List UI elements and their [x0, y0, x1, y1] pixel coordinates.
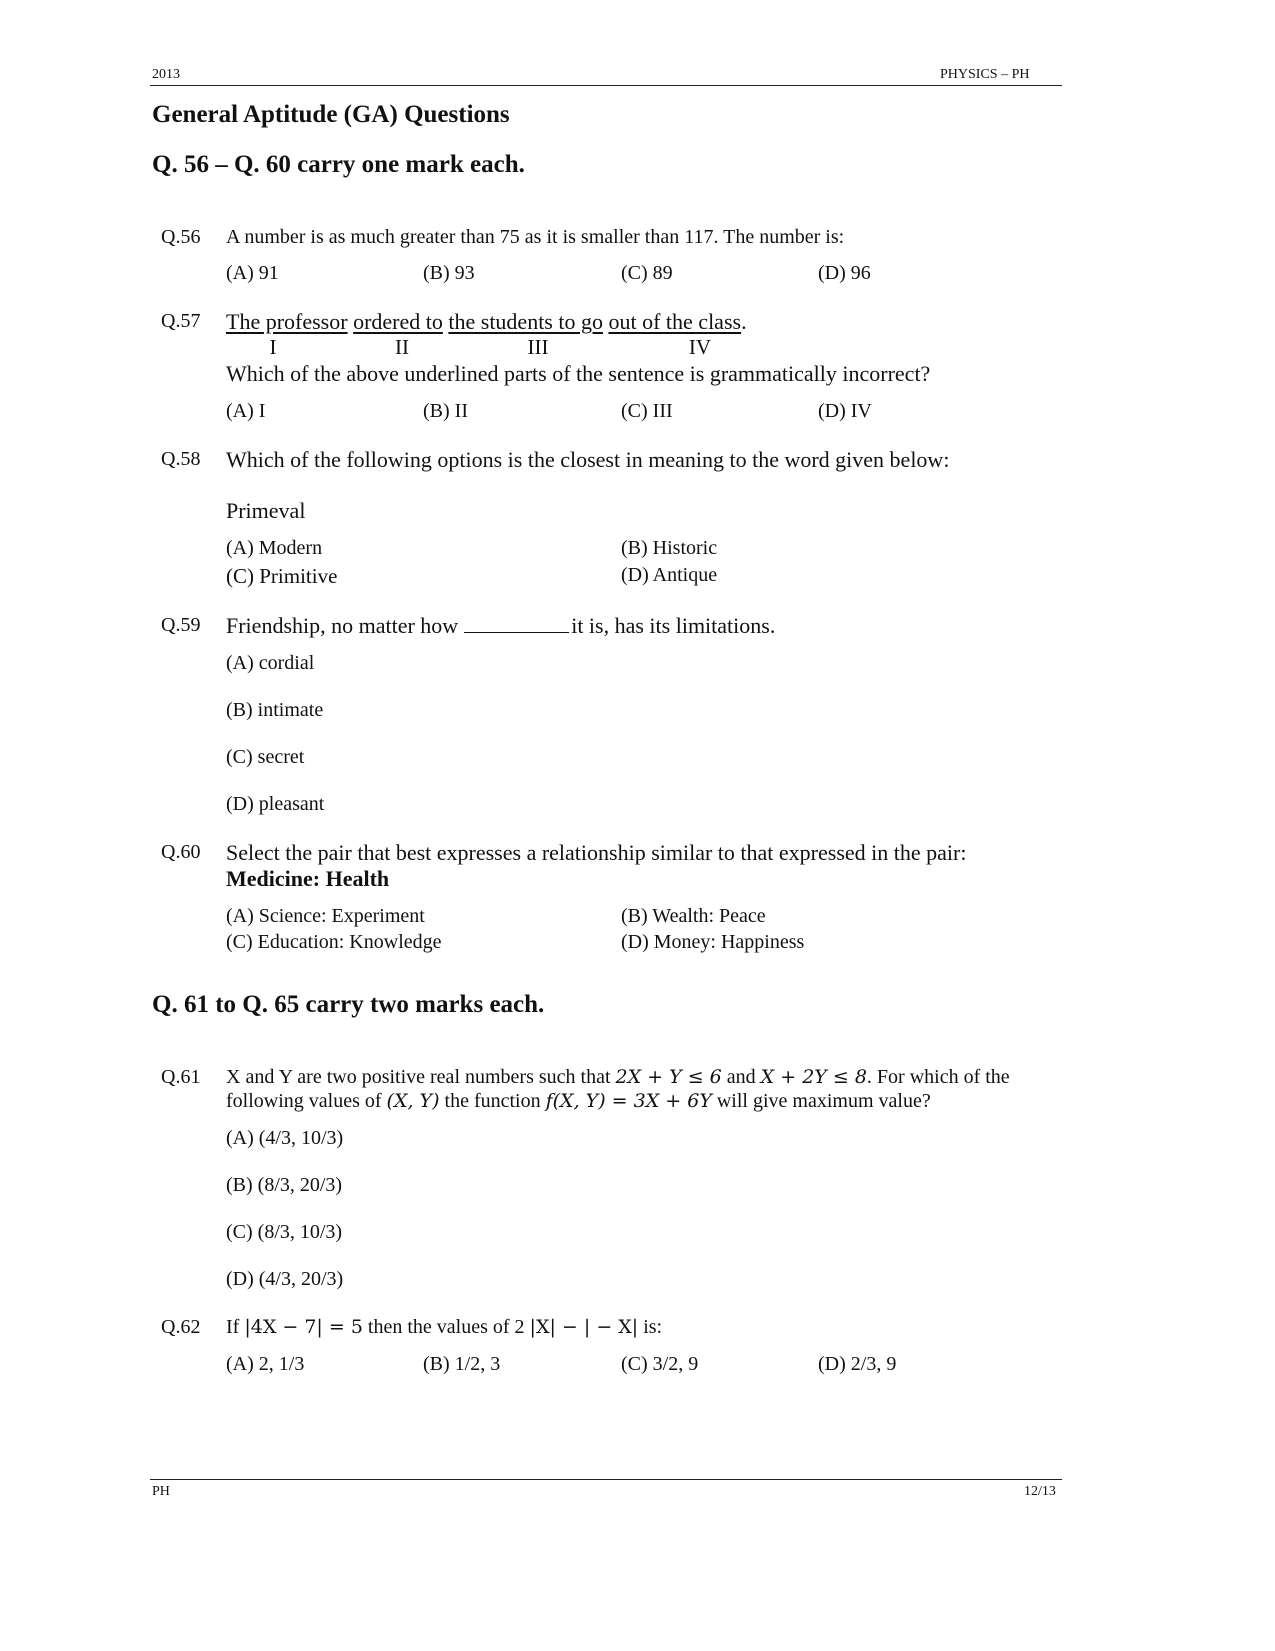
q57-roman-4: IV [688, 335, 712, 359]
q58-option-c: (C) Primitive [226, 564, 338, 588]
q62-option-c: (C) 3/2, 9 [621, 1353, 699, 1375]
q59-text-before: Friendship, no matter how [226, 613, 459, 638]
q58-option-b: (B) Historic [621, 537, 718, 559]
q56-text: A number is as much greater than 75 as it is smaller than 117. The number is: [226, 226, 845, 248]
q57-roman-1: I [269, 335, 277, 359]
q61-option-b: (B) (8/3, 20/3) [226, 1174, 343, 1196]
q61-inequality-1: 2X + Y ≤ 6 [615, 1066, 722, 1088]
q62-expression: |X| − | − X| [529, 1316, 639, 1338]
q61-line1-text-c: . For which of the [866, 1066, 1010, 1088]
q61-option-d: (D) (4/3, 20/3) [226, 1268, 344, 1290]
q61-line2 [226, 1090, 931, 1113]
footer-code: PH [152, 1484, 170, 1499]
q56-option-b: (B) 93 [423, 262, 475, 284]
q62-text-a: If [226, 1316, 240, 1338]
q57-part-2: ordered to [353, 309, 443, 334]
header-year: 2013 [152, 67, 180, 82]
q57-roman-2: II [395, 335, 409, 359]
q59-option-c: (C) secret [226, 746, 305, 768]
q59-number: Q.59 [161, 614, 201, 636]
q60-option-c: (C) Education: Knowledge [226, 931, 442, 953]
q57-part-4: out of the class [608, 309, 742, 334]
header-rule [150, 85, 1062, 86]
q56-option-d: (D) 96 [818, 262, 871, 284]
footer-rule [150, 1479, 1062, 1480]
q57-option-c: (C) III [621, 400, 673, 422]
q60-option-b: (B) Wealth: Peace [621, 905, 766, 927]
q62-equation: |4X − 7| = 5 [244, 1316, 363, 1338]
q59-text-after: it is, has its limitations. [571, 613, 776, 638]
q57-option-a: (A) I [226, 400, 266, 422]
q61-inequality-2: X + 2Y ≤ 8 [760, 1066, 867, 1088]
q61-line2-text-b: the function [444, 1090, 541, 1112]
q62-text [226, 1316, 662, 1339]
q60-text: Select the pair that best expresses a relationship similar to that expressed in the pair: [226, 840, 967, 865]
q62-option-b: (B) 1/2, 3 [423, 1353, 501, 1375]
q59-text [226, 613, 775, 639]
section-title: General Aptitude (GA) Questions [152, 101, 510, 128]
q57-part-1: The professor [226, 309, 348, 334]
q60-pair: Medicine: Health [226, 866, 390, 891]
q61-line1-text-a: X and Y are two positive real numbers such that [226, 1066, 611, 1088]
q62-option-d: (D) 2/3, 9 [818, 1353, 897, 1375]
footer-page: 12/13 [1024, 1484, 1056, 1499]
q62-option-a: (A) 2, 1/3 [226, 1353, 305, 1375]
part2-title: Q. 61 to Q. 65 carry two marks each. [152, 991, 545, 1018]
q57-option-d: (D) IV [818, 400, 872, 422]
q57-part-3: the students to go [448, 309, 603, 334]
q61-line2-text-a: following values of [226, 1090, 382, 1112]
part1-title: Q. 56 – Q. 60 carry one mark each. [152, 151, 525, 178]
q61-option-c: (C) (8/3, 10/3) [226, 1221, 343, 1243]
q59-option-a: (A) cordial [226, 652, 315, 674]
q58-option-d: (D) Antique [621, 564, 718, 586]
q62-number: Q.62 [161, 1316, 201, 1338]
q56-option-c: (C) 89 [621, 262, 673, 284]
q58-number: Q.58 [161, 448, 201, 470]
q60-option-d: (D) Money: Happiness [621, 931, 805, 953]
q57-period: . [741, 309, 747, 334]
q56-number: Q.56 [161, 226, 201, 248]
q60-option-a: (A) Science: Experiment [226, 905, 425, 927]
q61-line1 [226, 1066, 1010, 1089]
q58-text: Which of the following options is the closest in meaning to the word given below: [226, 447, 950, 472]
q61-option-a: (A) (4/3, 10/3) [226, 1127, 344, 1149]
q60-number: Q.60 [161, 841, 201, 863]
q61-line1-text-b: and [726, 1066, 756, 1088]
q61-number: Q.61 [161, 1066, 201, 1088]
q58-option-a: (A) Modern [226, 537, 323, 559]
q57-sentence [226, 309, 747, 335]
q61-function: f(X, Y) = 3X + 6Y [545, 1090, 712, 1112]
q56-option-a: (A) 91 [226, 262, 279, 284]
q62-text-c: is: [643, 1316, 663, 1338]
q57-roman-3: III [527, 335, 549, 359]
q59-blank [464, 614, 569, 633]
q61-pair: (X, Y) [386, 1090, 440, 1112]
header-subject: PHYSICS – PH [940, 67, 1030, 82]
q57-option-b: (B) II [423, 400, 468, 422]
q58-word: Primeval [226, 498, 306, 523]
q57-number: Q.57 [161, 310, 201, 332]
q59-option-d: (D) pleasant [226, 793, 325, 815]
q62-text-b: then the values of 2 [367, 1316, 525, 1338]
q57-question: Which of the above underlined parts of the sentence is grammatically incorrect? [226, 361, 931, 386]
q61-line2-text-c: will give maximum value? [716, 1090, 931, 1112]
q59-option-b: (B) intimate [226, 699, 324, 721]
